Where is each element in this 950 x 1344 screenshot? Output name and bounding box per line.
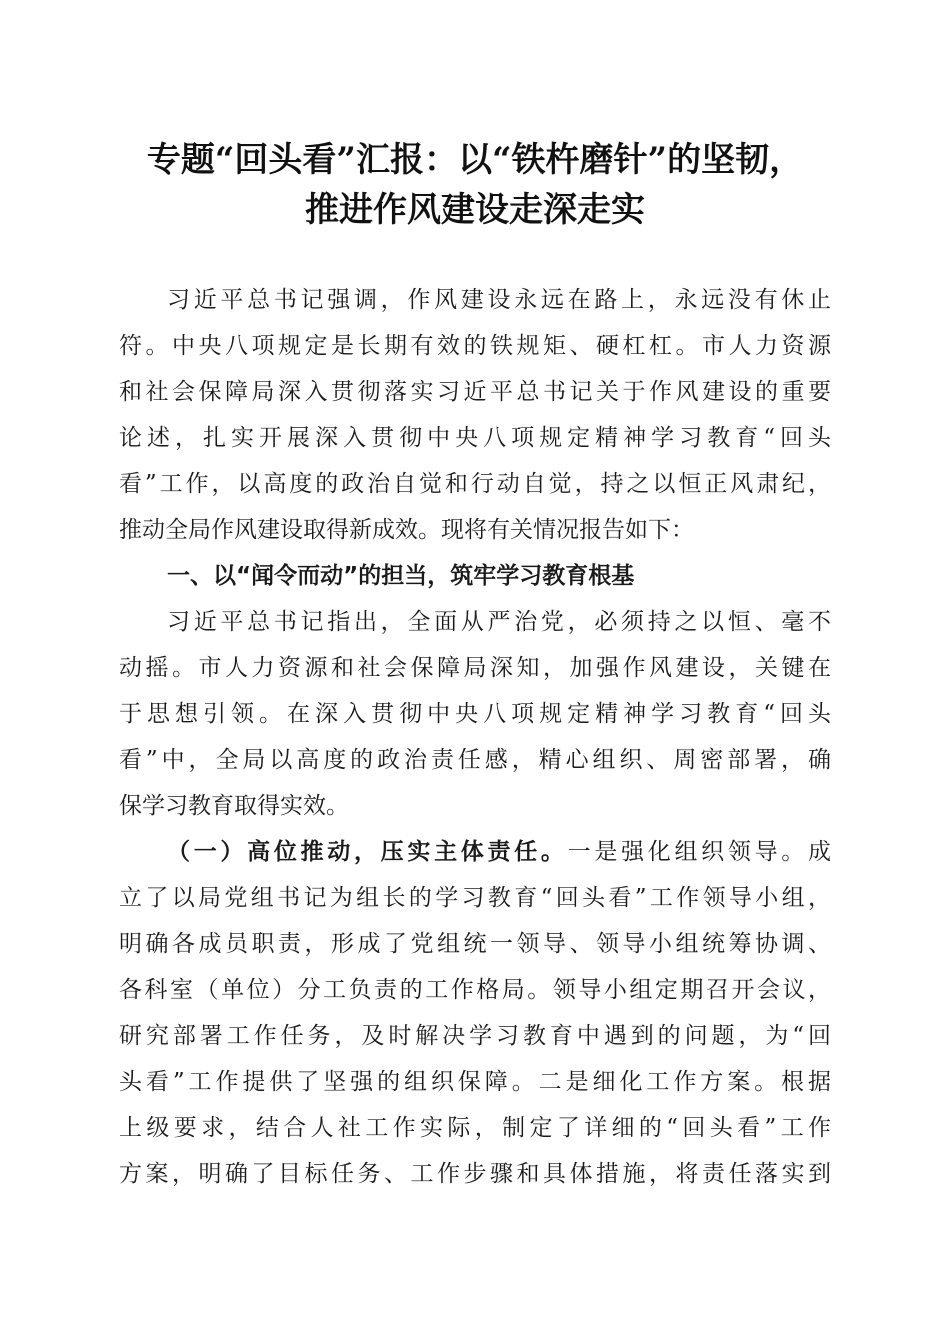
- subsection-first-line: [119, 829, 831, 875]
- section-heading: 一、以“闻令而动”的担当，筑牢学习教育根基: [167, 563, 635, 589]
- paragraph-line: 推动全局作风建设取得新成效。现将有关情况报告如下：: [119, 517, 694, 543]
- paragraph-line: 动摇。市人力资源和社会保障局深知，加强作风建设，关键在: [119, 655, 831, 681]
- document-body: [119, 277, 831, 1197]
- document-title-line-1: 专题“回头看”汇报：以“铁杵磨针”的坚韧，: [146, 140, 804, 180]
- paragraph-line: 保学习教育取得实效。: [119, 793, 349, 819]
- subsection-lead: （一）高位推动，压实主体责任。: [167, 838, 568, 865]
- paragraph-line: 方案，明确了目标任务、工作步骤和具体措施，将责任落实到: [119, 1161, 831, 1187]
- document-title-line-2: 推进作风建设走深走实: [305, 190, 645, 230]
- paragraph-line: 立了以局党组书记为组长的学习教育“回头看”工作领导小组，: [119, 885, 831, 911]
- paragraph-line: 习近平总书记强调，作风建设永远在路上，永远没有休止: [167, 287, 831, 313]
- paragraph-line: 研究部署工作任务，及时解决学习教育中遇到的问题，为“回: [119, 1023, 831, 1049]
- paragraph-line: 论述，扎实开展深入贯彻中央八项规定精神学习教育“回头: [119, 425, 831, 451]
- paragraph-line: 明确各成员职责，形成了党组统一领导、领导小组统筹协调、: [119, 931, 831, 957]
- paragraph-line: 于思想引领。在深入贯彻中央八项规定精神学习教育“回头: [119, 701, 831, 727]
- paragraph-line: 习近平总书记指出，全面从严治党，必须持之以恒、毫不: [167, 609, 831, 635]
- paragraph-line: 各科室（单位）分工负责的工作格局。领导小组定期召开会议，: [119, 977, 831, 1003]
- paragraph-line: 看”工作，以高度的政治自觉和行动自觉，持之以恒正风肃纪，: [119, 471, 831, 497]
- paragraph-line: 和社会保障局深入贯彻落实习近平总书记关于作风建设的重要: [119, 379, 831, 405]
- paragraph-line: 符。中央八项规定是长期有效的铁规矩、硬杠杠。市人力资源: [119, 333, 831, 359]
- paragraph-line: 头看”工作提供了坚强的组织保障。二是细化工作方案。根据: [119, 1069, 831, 1095]
- paragraph-line: 看”中，全局以高度的政治责任感，精心组织、周密部署，确: [119, 747, 831, 773]
- paragraph-line: 上级要求，结合人社工作实际，制定了详细的“回头看”工作: [119, 1115, 831, 1141]
- subsection-lead-rest: 一是强化组织领导。成: [567, 839, 831, 865]
